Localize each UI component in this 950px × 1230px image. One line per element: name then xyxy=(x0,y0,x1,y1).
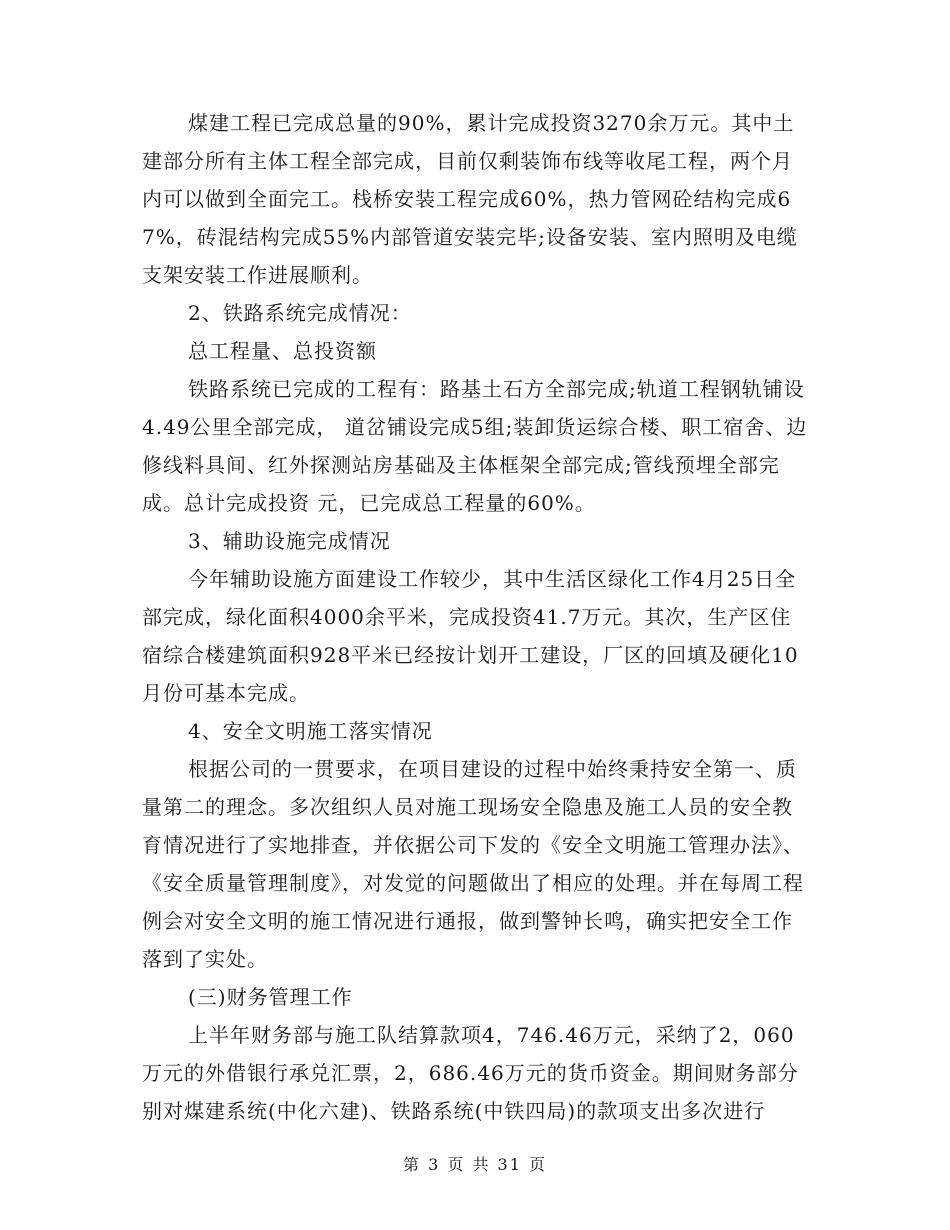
heading-railway-system: 2、铁路系统完成情况： xyxy=(188,301,412,325)
paragraph-auxiliary-progress: 今年辅助设施方面建设工作较少，其中生活区绿化工作4月25日全部完成，绿化面积4000余平米，完成投资41.7万元。其次，生产区住宿综合楼建筑面积928平米已经按计划开工建设，厂区的回填及硬化10月份可基本完成。 xyxy=(142,567,799,705)
subheading-total-investment: 总工程量、总投资额 xyxy=(188,339,377,363)
paragraph-coal-construction: 煤建工程已完成总量的90%，累计完成投资3270余万元。其中土建部分所有主体工程全部完成，目前仅剩装饰布线等收尾工程，两个月内可以做到全面完工。栈桥安装工程完成60%，热力管网砼结构完成67%，砖混结构完成55%内部管道安装完毕;设备安装、室内照明及电缆支架安装工作进展顺利。 xyxy=(142,111,798,287)
heading-auxiliary-facilities: 3、辅助设施完成情况 xyxy=(188,529,391,553)
heading-safety-construction: 4、安全文明施工落实情况 xyxy=(188,719,433,743)
paragraph-financial-details: 上半年财务部与施工队结算款项4，746.46万元，采纳了2，060万元的外借银行承兑汇票，2，686.46万元的货币资金。期间财务部分别对煤建系统(中化六建)、铁路系统(中铁四局)的款项支出多次进行 xyxy=(142,1023,799,1123)
page-footer xyxy=(0,1152,950,1175)
paragraph-railway-progress: 铁路系统已完成的工程有：路基土石方全部完成;轨道工程钢轨铺设4.49公里全部完成， 道岔铺设完成5组;装卸货运综合楼、职工宿舍、边修线料具间、红外探测站房基础及主体框架全部完成;管线预埋全部完成。总计完成投资 元，已完成总工程量的60%。 xyxy=(142,377,808,515)
document-body xyxy=(142,104,810,1130)
heading-financial-management: (三)财务管理工作 xyxy=(188,985,353,1009)
paragraph-safety-details: 根据公司的一贯要求，在项目建设的过程中始终秉持安全第一、质量第二的理念。多次组织人员对施工现场安全隐患及施工人员的安全教育情况进行了实地排查，并依据公司下发的《安全文明施工管理办法》、《安全质量管理制度》，对发觉的问题做出了相应的处理。并在每周工程例会对安全文明的施工情况进行通报，做到警钟长鸣，确实把安全工作落到了实处。 xyxy=(142,757,804,971)
page-number: 第 3 页 共 31 页 xyxy=(403,1155,547,1174)
